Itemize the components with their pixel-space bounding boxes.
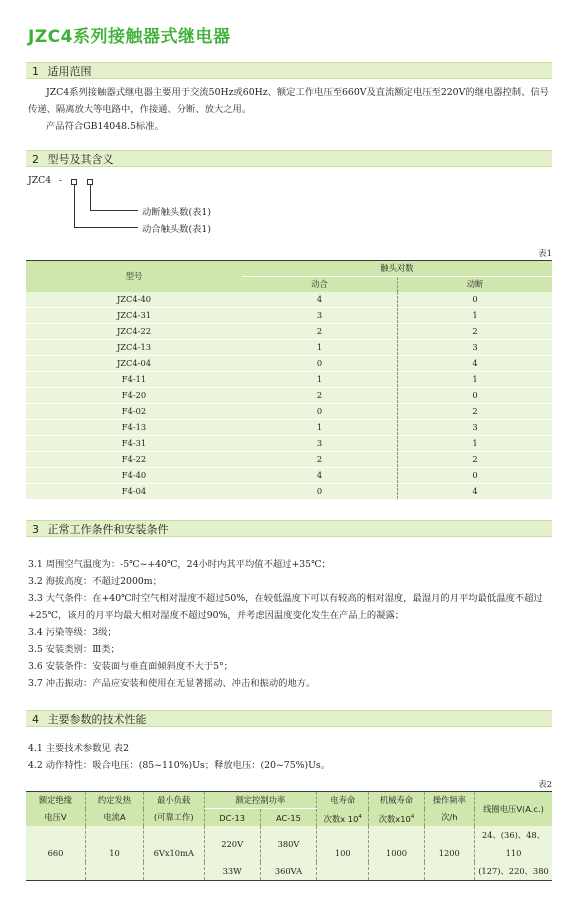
hdr-coil-voltage: 线圈电压V(A.c.) <box>474 792 552 827</box>
table2-caption: 表2 <box>538 780 552 790</box>
section-number: 1 <box>32 65 39 78</box>
section-number: 4 <box>32 713 39 726</box>
table-row <box>26 372 552 388</box>
cell-no-count: 1 <box>242 372 398 388</box>
table-row <box>26 340 552 356</box>
cell-nc-count: 0 <box>398 292 553 308</box>
cell-model: F4-11 <box>26 372 242 388</box>
table-row <box>26 404 552 420</box>
section-title: 型号及其含义 <box>47 153 114 166</box>
table-row <box>26 292 552 308</box>
nc-contacts-label: 动断触头数(表1) <box>142 207 211 218</box>
condition-item: 3.5 安装类别：Ⅲ类； <box>28 644 120 655</box>
condition-item: 3.7 冲击振动：产品应安装和使用在无显著摇动、冲击和振动的地方。 <box>28 678 316 689</box>
table-row <box>26 452 552 468</box>
section-number: 2 <box>32 153 39 166</box>
cell-model: F4-20 <box>26 388 242 404</box>
hdr-control-power: 额定控制功率 <box>204 792 317 809</box>
table-row <box>26 356 552 372</box>
table-row <box>26 388 552 404</box>
cell-no-count: 2 <box>242 324 398 340</box>
hdr-electrical-life: 电寿命 <box>317 792 369 809</box>
cell-model: F4-02 <box>26 404 242 420</box>
condition-item: 3.1 周围空气温度为：-5℃~+40℃，24小时内其平均值不超过+35℃； <box>28 559 331 570</box>
cell-no-count: 0 <box>242 356 398 372</box>
val-ac-voltage: 380V <box>260 826 316 862</box>
col-header-no: 动合 <box>242 277 398 293</box>
cell-no-count: 3 <box>242 436 398 452</box>
condition-item: 3.3 大气条件：在+40℃时空气相对湿度不超过50%，在较低温度下可以有较高的相对湿度，最湿月的月平均最低温度不超过+25℃，该月的月平均最大相对湿度不超过90%，并考虑因温度变化发生在产品上的凝露； <box>28 593 543 621</box>
page-title: JZC4系列接触器式继电器 <box>28 27 231 47</box>
contacts-table <box>26 260 552 500</box>
leader-line <box>74 185 75 227</box>
cell-model: JZC4-40 <box>26 292 242 308</box>
col-header-contacts: 触头对数 <box>242 261 552 277</box>
model-prefix: JZC4 <box>28 175 52 186</box>
section-title: 适用范围 <box>47 65 92 78</box>
cell-model: JZC4-31 <box>26 308 242 324</box>
parameters-table <box>26 791 552 881</box>
cell-no-count: 2 <box>242 388 398 404</box>
val-electrical-life: 100 <box>317 826 369 881</box>
section-title: 主要参数的技术性能 <box>47 713 147 726</box>
val-dc-voltage: 220V <box>204 826 260 862</box>
cell-model: JZC4-22 <box>26 324 242 340</box>
cell-nc-count: 2 <box>398 452 553 468</box>
cell-no-count: 0 <box>242 484 398 500</box>
table-row <box>26 324 552 340</box>
table-row <box>26 468 552 484</box>
cell-no-count: 0 <box>242 404 398 420</box>
cell-no-count: 1 <box>242 340 398 356</box>
cell-nc-count: 0 <box>398 468 553 484</box>
standard-paragraph: 产品符合GB14048.5标准。 <box>46 121 164 132</box>
leader-line <box>74 227 138 228</box>
section-header-performance <box>26 710 552 727</box>
table1-caption: 表1 <box>538 249 552 259</box>
condition-item: 3.6 安装条件：安装面与垂直面倾斜度不大于5°； <box>28 661 233 672</box>
hdr-mechanical-life: 机械寿命 <box>369 792 424 809</box>
cell-no-count: 4 <box>242 292 398 308</box>
cell-model: JZC4-04 <box>26 356 242 372</box>
col-header-model: 型号 <box>26 261 242 293</box>
cell-nc-count: 4 <box>398 484 553 500</box>
cell-nc-count: 4 <box>398 356 553 372</box>
cell-nc-count: 1 <box>398 436 553 452</box>
hdr-dc13: DC-13 <box>204 809 260 827</box>
hdr-ac15: AC-15 <box>260 809 316 827</box>
cell-model: F4-13 <box>26 420 242 436</box>
hdr-frequency-unit: 次/h <box>424 809 474 827</box>
cell-nc-count: 3 <box>398 340 553 356</box>
performance-list <box>28 740 554 774</box>
hdr-rated-insulation: 额定绝缘 <box>26 792 86 809</box>
condition-item: 3.4 污染等级：3级； <box>28 627 117 638</box>
col-header-nc: 动断 <box>398 277 553 293</box>
section-number: 3 <box>32 523 39 536</box>
performance-item: 4.2 动作特性：吸合电压：(85~110%)Us；释放电压：(20~75%)Us。 <box>28 760 330 771</box>
hdr-thermal-current: 约定发热 <box>86 792 144 809</box>
val-min-load: 6Vx10mA <box>143 826 204 881</box>
scope-paragraph: JZC4系列接触器式继电器主要用于交流50Hz或60Hz、额定工作电压至660V及直流额定电压至220V的继电器控制、信号传递、隔离放大等电路中，作接通、分断、放大之用。 <box>28 87 549 115</box>
cell-model: F4-04 <box>26 484 242 500</box>
section-header-model <box>26 150 552 167</box>
cell-model: JZC4-13 <box>26 340 242 356</box>
model-dash: - <box>59 175 63 186</box>
cell-model: F4-40 <box>26 468 242 484</box>
table-row <box>26 308 552 324</box>
val-coil-voltage-2: (127)、220、380 <box>474 862 552 881</box>
cell-nc-count: 3 <box>398 420 553 436</box>
val-frequency: 1200 <box>424 826 474 881</box>
val-thermal-current: 10 <box>86 826 144 881</box>
leader-line <box>90 185 91 210</box>
val-ac-power: 360VA <box>260 862 316 881</box>
cell-nc-count: 1 <box>398 372 553 388</box>
cell-model: F4-22 <box>26 452 242 468</box>
section-header-conditions <box>26 520 552 537</box>
cell-nc-count: 0 <box>398 388 553 404</box>
hdr-rated-insulation-unit: 电压V <box>26 809 86 827</box>
performance-item: 4.1 主要技术参数见 表2 <box>28 743 129 754</box>
cell-nc-count: 2 <box>398 404 553 420</box>
hdr-min-load-note: (可靠工作) <box>143 809 204 827</box>
val-mechanical-life: 1000 <box>369 826 424 881</box>
conditions-list <box>28 556 554 692</box>
val-coil-voltage-1: 24、(36)、48、110 <box>474 826 552 862</box>
cell-no-count: 1 <box>242 420 398 436</box>
hdr-electrical-life-unit: 次数x $10^4$ <box>317 809 369 827</box>
cell-model: F4-31 <box>26 436 242 452</box>
cell-no-count: 4 <box>242 468 398 484</box>
hdr-thermal-current-unit: 电流A <box>86 809 144 827</box>
hdr-mechanical-life-unit: 次数$x10^4$ <box>369 809 424 827</box>
condition-item: 3.2 海拔高度：不超过2000m； <box>28 576 162 587</box>
hdr-frequency: 操作频率 <box>424 792 474 809</box>
table-row <box>26 484 552 500</box>
table-row <box>26 420 552 436</box>
cell-no-count: 3 <box>242 308 398 324</box>
leader-line <box>90 210 138 211</box>
cell-nc-count: 1 <box>398 308 553 324</box>
no-contacts-label: 动合触头数(表1) <box>142 224 211 235</box>
hdr-min-load: 最小负载 <box>143 792 204 809</box>
section-title: 正常工作条件和安装条件 <box>47 523 169 536</box>
cell-nc-count: 2 <box>398 324 553 340</box>
cell-no-count: 2 <box>242 452 398 468</box>
val-dc-power: 33W <box>204 862 260 881</box>
table-row <box>26 436 552 452</box>
section-header-scope <box>26 62 552 79</box>
val-rated-insulation: 660 <box>26 826 86 881</box>
